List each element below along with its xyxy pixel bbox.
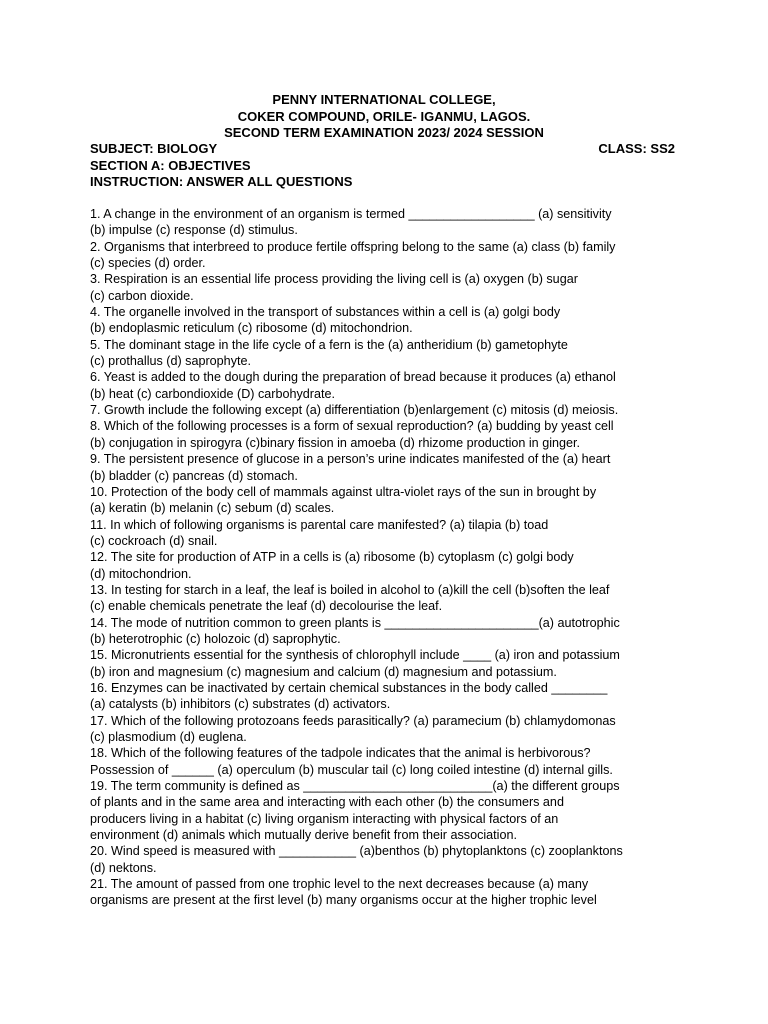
question-line: producers living in a habitat (c) living organism interacting with physical factors of an [90, 811, 559, 826]
question-line: 4. The organelle involved in the transport of substances within a cell is (a) golgi body [90, 305, 561, 320]
question-line: 19. The term community is defined as ___________________________(a) the different groups [90, 779, 620, 794]
question-line: 21. The amount of passed from one trophic level to the next decreases because (a) many [90, 877, 589, 892]
subject-class-row [90, 141, 675, 158]
question-line: (b) impulse (c) response (d) stimulus. [90, 223, 298, 238]
question-line: 18. Which of the following features of the tadpole indicates that the animal is herbivorous? [90, 746, 591, 761]
question-line: of plants and in the same area and interacting with each other (b) the consumers and [90, 795, 564, 810]
question-line: (d) nektons. [90, 860, 157, 875]
class-label: CLASS: SS2 [598, 141, 675, 156]
question-line: 2. Organisms that interbreed to produce fertile offspring belong to the same (a) class (b) family [90, 239, 616, 254]
exam-title: SECOND TERM EXAMINATION 2023/ 2024 SESSION [224, 125, 544, 140]
question-line: (c) prothallus (d) saprophyte. [90, 354, 251, 369]
question-line: (b) iron and magnesium (c) magnesium and calcium (d) magnesium and potassium. [90, 664, 557, 679]
question-line: 15. Micronutrients essential for the synthesis of chlorophyll include ____ (a) iron and potassium [90, 648, 620, 663]
question-line: 8. Which of the following processes is a form of sexual reproduction? (a) budding by yeast cell [90, 419, 614, 434]
question-line: (a) catalysts (b) inhibitors (c) substrates (d) activators. [90, 697, 391, 712]
question-line: (c) plasmodium (d) euglena. [90, 730, 247, 744]
question-line: (b) heterotrophic (c) holozoic (d) saprophytic. [90, 631, 341, 646]
question-list [90, 206, 690, 909]
question-line: 11. In which of following organisms is parental care manifested? (a) tilapia (b) toad [90, 517, 549, 532]
question-line: (b) endoplasmic reticulum (c) ribosome (d) mitochondrion. [90, 321, 413, 336]
question-line: (c) cockroach (d) snail. [90, 533, 218, 548]
question-line: 6. Yeast is added to the dough during the preparation of bread because it produces (a) ethanol [90, 370, 616, 385]
document-header [0, 92, 768, 142]
question-line: (b) conjugation in spirogyra (c)binary fission in amoeba (d) rhizome production in ginger. [90, 435, 580, 450]
question-line: (c) carbon dioxide. [90, 288, 194, 303]
school-name: PENNY INTERNATIONAL COLLEGE, [272, 92, 496, 107]
question-line: (d) mitochondrion. [90, 566, 192, 581]
question-line: 16. Enzymes can be inactivated by certain chemical substances in the body called ________ [90, 680, 608, 695]
question-line: 5. The dominant stage in the life cycle of a fern is the (a) antheridium (b) gametophyte [90, 337, 568, 352]
question-line: Possession of ______ (a) operculum (b) muscular tail (c) long coiled intestine (d) internal gills. [90, 762, 613, 777]
question-line: 1. A change in the environment of an organism is termed __________________ (a) sensitivity [90, 207, 612, 221]
question-line: organisms are present at the first level (b) many organisms occur at the higher trophic level [90, 893, 597, 908]
question-line: (b) heat (c) carbondioxide (D) carbohydrate. [90, 386, 335, 401]
question-line: environment (d) animals which mutually derive benefit from their association. [90, 828, 517, 843]
section-label: SECTION A: OBJECTIVES [90, 157, 251, 173]
question-line: 10. Protection of the body cell of mammals against ultra-violet rays of the sun in brought by [90, 484, 597, 499]
exam-meta [90, 141, 675, 191]
question-line: (c) enable chemicals penetrate the leaf (d) decolourise the leaf. [90, 599, 443, 614]
question-line: 20. Wind speed is measured with ___________ (a)benthos (b) phytoplanktons (c) zooplanktons [90, 844, 623, 859]
question-line: (c) species (d) order. [90, 256, 206, 271]
question-line: (b) bladder (c) pancreas (d) stomach. [90, 468, 298, 483]
school-address: COKER COMPOUND, ORILE- IGANMU, LAGOS. [237, 108, 531, 124]
question-line: 17. Which of the following protozoans feeds parasitically? (a) paramecium (b) chlamydomonas [90, 713, 616, 728]
question-line: 7. Growth include the following except (a) differentiation (b)enlargement (c) mitosis (d) meiosis. [90, 403, 619, 418]
question-line: 12. The site for production of ATP in a cells is (a) ribosome (b) cytoplasm (c) golgi body [90, 550, 574, 565]
question-line: 14. The mode of nutrition common to green plants is ______________________(a) autotrophic [90, 615, 620, 630]
question-line: 3. Respiration is an essential life process providing the living cell is (a) oxygen (b) sugar [90, 272, 578, 287]
instruction-label: INSTRUCTION: ANSWER ALL QUESTIONS [90, 174, 353, 189]
question-line: 13. In testing for starch in a leaf, the leaf is boiled in alcohol to (a)kill the cell (b)soften the leaf [90, 582, 610, 597]
subject-label: SUBJECT: BIOLOGY [90, 141, 218, 156]
question-line: (a) keratin (b) melanin (c) sebum (d) scales. [90, 501, 335, 516]
question-line: 9. The persistent presence of glucose in a person’s urine indicates manifested of the (a) heart [90, 452, 611, 467]
